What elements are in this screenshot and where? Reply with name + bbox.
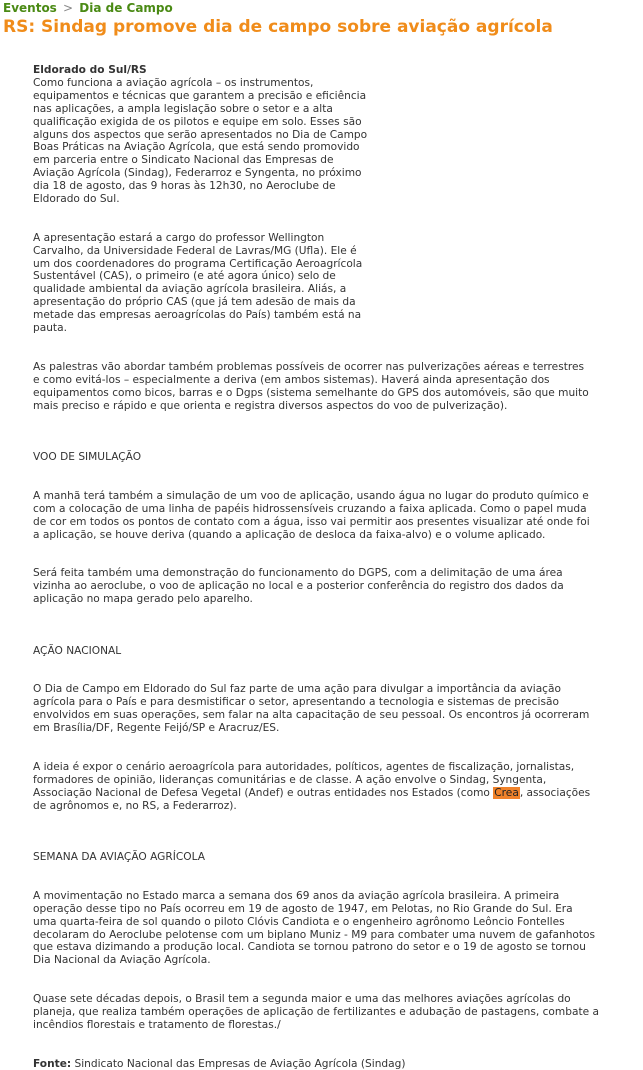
text-line: incêndios florestais e tratamento de florestas./ xyxy=(33,1018,281,1031)
text-line: um dos coordenadores do programa Certificação Aeroagrícola xyxy=(33,257,363,270)
text-line: As palestras vão abordar também problemas possíveis de ocorrer nas pulverizações aéreas e terrestres xyxy=(33,360,585,373)
simulation-paragraph xyxy=(33,490,637,542)
text-line: Como funciona a aviação agrícola – os instrumentos, xyxy=(33,76,314,89)
text-line: planeja, que realiza também operações de aplicação de fertilizantes e adubação de pastagens, combate a xyxy=(33,1005,599,1018)
text-line: Quase sete décadas depois, o Brasil tem a segunda maior e uma das melhores aviações agrícolas do xyxy=(33,993,571,1006)
text-line: Boas Práticas na Aviação Agrícola, que está sendo promovido xyxy=(33,141,360,154)
semana-paragraph xyxy=(33,890,637,967)
text-line: que estava dizimando a produção local. Candiota se tornou patrono do setor e o 19 de agosto se tornou xyxy=(33,941,586,954)
text-line: nas aplicações, a ampla legislação sobre o setor e a alta xyxy=(33,102,333,115)
text-line: equipamentos e técnicas que garantem a precisão e eficiência xyxy=(33,89,367,102)
text-line: de cor em todos os pontos de contato com a água, isso vai permitir aos presentes visualizar até onde foi xyxy=(33,515,590,528)
text-line: Sustentável (CAS), o primeiro (e até agora único) selo de xyxy=(33,270,336,283)
source-line xyxy=(33,1058,637,1070)
text-line: Será feita também uma demonstração do funcionamento do DGPS, com a delimitação de uma área xyxy=(33,567,563,580)
text-line: decolaram do Aeroclube pelotense com um biplano Muniz - M9 para combater uma nuvem de gafanhotos xyxy=(33,928,596,941)
text-line: agrícola para o País e para desmistificar o setor, apresentando a tecnologia e sistemas de precisão xyxy=(33,696,559,709)
text-line: envolvidos em suas operações, sem falar na alta capacitação de seu pessoal. Os encontros já ocorreram xyxy=(33,709,590,722)
text-line: em parceria entre o Sindicato Nacional das Empresas de xyxy=(33,154,334,167)
text-line: alguns dos aspectos que serão apresentados no Dia de Campo xyxy=(33,128,368,141)
highlighted-term: Crea xyxy=(494,786,519,799)
text-line: aplicação no mapa gerado pelo aparelho. xyxy=(33,593,253,606)
text-line: pauta. xyxy=(33,322,67,335)
text-line: mais preciso e rápido e que orienta e registra diversos aspectos do voo de pulverização). xyxy=(33,399,508,412)
text-line: A apresentação estará a cargo do professor Wellington xyxy=(33,231,325,244)
text-line: vizinha ao aeroclube, o voo de aplicação no local e a posterior conferência do registro dos dados da xyxy=(33,580,564,593)
text-line: qualidade ambiental da aviação agrícola brasileira. Aliás, a xyxy=(33,283,347,296)
decadas-paragraph xyxy=(33,993,637,1032)
text-line: a aplicação, se houve deriva (quando a aplicação de desloca da faixa-alvo) e o volume aplicado. xyxy=(33,528,546,541)
text-line: em Brasília/DF, Regente Feijó/SP e Aracruz/ES. xyxy=(33,722,280,735)
text-line: metade das empresas aeroagrícolas do País) também está na xyxy=(33,309,362,322)
text-line: operação desse tipo no País ocorreu em 19 de agosto de 1947, em Pelotas, no Rio Grande do Sul. Era xyxy=(33,902,573,915)
dgps-paragraph xyxy=(33,567,637,606)
acao-nacional-paragraph xyxy=(33,683,637,735)
breadcrumb-link-eventos[interactable]: Eventos xyxy=(3,1,57,15)
section-heading-voo-de-simulacao: VOO DE SIMULAÇÃO xyxy=(33,451,142,464)
breadcrumb-link-dia-de-campo[interactable]: Dia de Campo xyxy=(79,1,173,15)
breadcrumb xyxy=(3,1,173,16)
text-line: dia 18 de agosto, das 9 horas às 12h30, no Aeroclube de xyxy=(33,180,336,193)
text-line: Associação Nacional de Defesa Vegetal (Andef) e outras entidades nos Estados (como xyxy=(33,786,494,799)
presenter-paragraph xyxy=(33,232,398,335)
text-line: formadores de opinião, lideranças comunitárias e de classe. A ação envolve o Sindag, Syngenta, xyxy=(33,773,547,786)
page-title: RS: Sindag promove dia de campo sobre aviação agrícola xyxy=(3,17,553,37)
text-line: A movimentação no Estado marca a semana dos 69 anos da aviação agrícola brasileira. A primeira xyxy=(33,889,560,902)
text-line: A manhã terá também a simulação de um voo de aplicação, usando água no lugar do produto químico e xyxy=(33,489,589,502)
ideia-paragraph xyxy=(33,761,637,813)
section-heading-semana: SEMANA DA AVIAÇÃO AGRÍCOLA xyxy=(33,851,205,864)
source-text: Sindicato Nacional das Empresas de Aviação Agrícola (Sindag) xyxy=(71,1057,406,1070)
article-body xyxy=(33,64,637,1070)
talks-paragraph xyxy=(33,361,637,413)
dateline: Eldorado do Sul/RS xyxy=(33,64,147,76)
text-line: qualificação exigida de os pilotos e equipe em solo. Esses são xyxy=(33,115,362,128)
text-line: A ideia é expor o cenário aeroagrícola para autoridades, políticos, agentes de fiscalização, jornalistas, xyxy=(33,760,575,773)
text-line: , associações xyxy=(519,786,591,799)
text-line: e como evitá-los – especialmente a deriva (em ambos sistemas). Haverá ainda apresentação dos xyxy=(33,373,550,386)
text-line: Dia Nacional da Aviação Agrícola. xyxy=(33,954,211,967)
source-label: Fonte: xyxy=(33,1057,72,1070)
text-line: Carvalho, da Universidade Federal de Lavras/MG (Ufla). Ele é xyxy=(33,244,357,257)
intro-paragraph xyxy=(33,77,398,206)
text-line: Aviação Agrícola (Sindag), Federarroz e Syngenta, no próximo xyxy=(33,167,362,180)
breadcrumb-separator: > xyxy=(63,1,74,15)
text-line: Eldorado do Sul. xyxy=(33,193,120,206)
text-line: apresentação do próprio CAS (que já tem adesão de mais da xyxy=(33,296,356,309)
text-line: equipamentos como bicos, barras e o Dgps (sistema semelhante do GPS dos automóveis, são que muito xyxy=(33,386,589,399)
text-line: com a colocação de uma linha de papéis hidrossensíveis cruzando a faixa aplicada. Como o papel muda xyxy=(33,502,587,515)
text-line: uma quarta-feira de sol quando o piloto Clóvis Candiota e o engenheiro agrônomo Leôncio Fontelles xyxy=(33,915,565,928)
text-line: O Dia de Campo em Eldorado do Sul faz parte de uma ação para divulgar a importância da aviação xyxy=(33,683,561,696)
section-heading-acao-nacional: AÇÃO NACIONAL xyxy=(33,644,122,657)
text-line: de agrônomos e, no RS, a Federarroz). xyxy=(33,799,237,812)
